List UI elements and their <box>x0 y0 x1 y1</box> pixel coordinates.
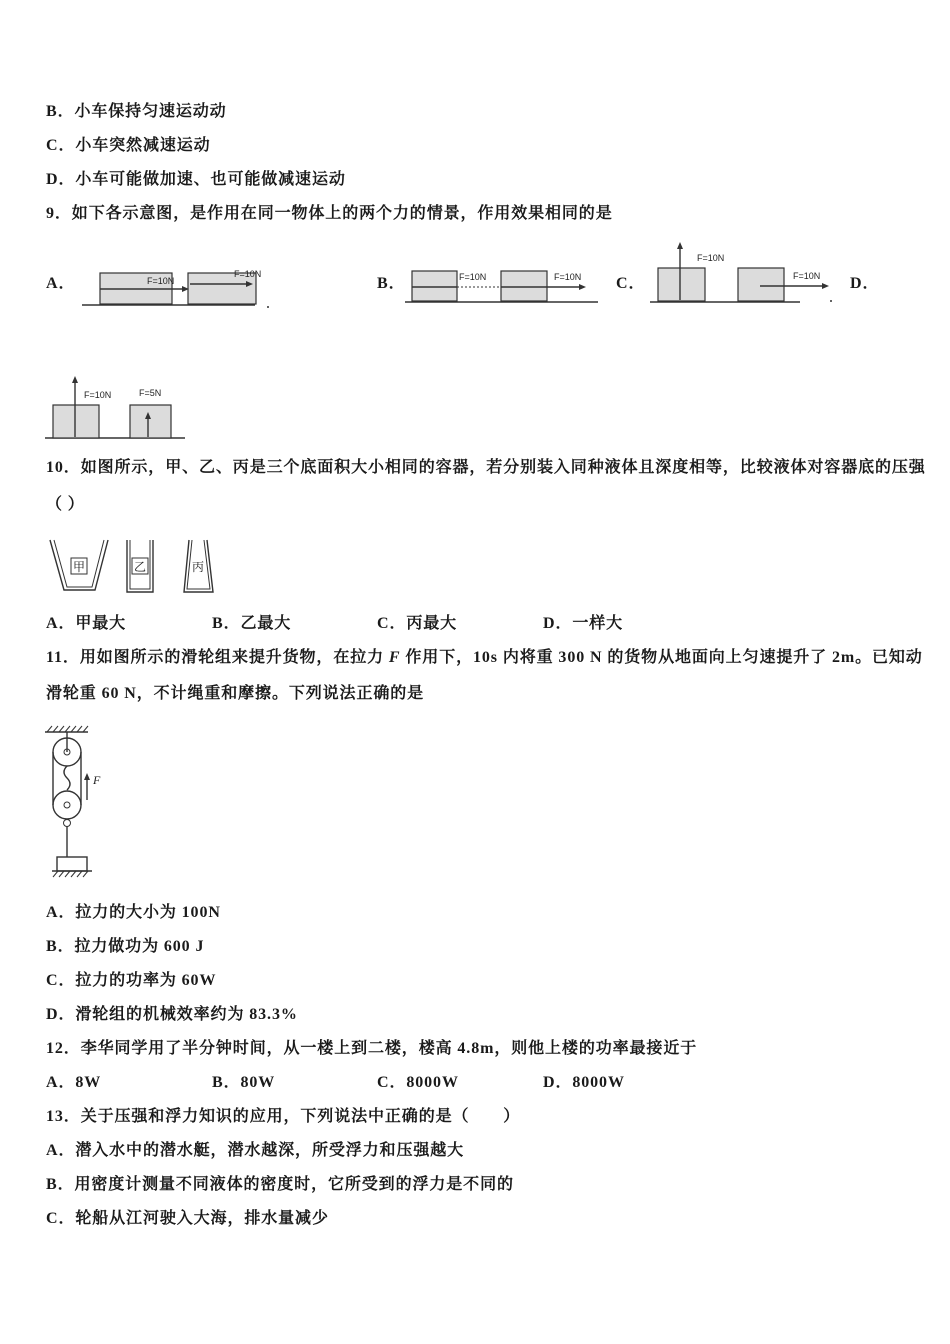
ground-hatch <box>53 871 88 877</box>
q9-option-c-label: C． <box>616 275 646 292</box>
q13-option-b: B．用密度计测量不同液体的密度时，它所受到的浮力是不同的 <box>46 1176 514 1193</box>
q12-option-c: C．8000W <box>377 1074 459 1091</box>
rope-hook <box>64 766 70 790</box>
q9-figure-a <box>80 262 275 312</box>
q10-option-b: B．乙最大 <box>212 615 292 632</box>
q9-option-a-label: A． <box>46 275 76 292</box>
load-block <box>57 857 87 871</box>
q11-stem-line1 <box>46 648 923 668</box>
q12-option-b: B．80W <box>212 1074 276 1091</box>
block-1 <box>658 268 705 301</box>
dot-mark <box>830 300 832 302</box>
force-label-2: F=10N <box>793 271 821 281</box>
q11-option-b: B．拉力做功为 600 J <box>46 938 205 955</box>
block-2 <box>501 271 547 301</box>
block-2 <box>738 268 784 301</box>
q11-stem-variable: F <box>388 649 401 666</box>
q12-option-d: D．8000W <box>543 1074 625 1091</box>
block-2 <box>130 405 171 438</box>
container-bing-label: 丙 <box>191 560 205 574</box>
q11-option-d: D．滑轮组的机械效率约为 83.3% <box>46 1006 298 1023</box>
q11-pulley-figure <box>40 722 115 882</box>
pull-force-arrowhead <box>84 773 90 780</box>
force-label-1: F=10N <box>459 272 487 282</box>
container-jia <box>50 540 108 590</box>
container-jia-label: 甲 <box>72 560 86 574</box>
q13-option-a: A．潜入水中的潜水艇，潜水越深，所受浮力和压强越大 <box>46 1142 465 1159</box>
q9-option-d-label: D． <box>850 275 880 292</box>
q11-option-a: A．拉力的大小为 100N <box>46 904 221 921</box>
q12-option-a: A．8W <box>46 1074 102 1091</box>
q9-figure-b <box>400 262 605 308</box>
q9-figure-c <box>645 236 835 306</box>
arrowhead-1 <box>72 376 78 383</box>
q13-option-c: C．轮船从江河驶入大海，排水量减少 <box>46 1210 329 1227</box>
q10-option-c: C．丙最大 <box>377 615 458 632</box>
q8-option-b: B．小车保持匀速运动动 <box>46 103 227 120</box>
force-label-1: F=10N <box>697 253 725 263</box>
movable-pulley-hub <box>64 802 70 808</box>
arrowhead-1 <box>677 242 683 249</box>
q12-stem: 12．李华同学用了半分钟时间，从一楼上到二楼，楼高 4.8m，则他上楼的功率最接近于 <box>46 1040 698 1057</box>
q10-stem-line2: （ ） <box>46 496 85 513</box>
force-label-2: F=5N <box>139 388 162 398</box>
q9-figure-d <box>40 370 190 444</box>
q10-option-a: A．甲最大 <box>46 615 127 632</box>
container-yi-label: 乙 <box>133 560 147 574</box>
force-label-1: F=10N <box>84 390 112 400</box>
dot-mark <box>267 306 269 308</box>
force-label-1: F=10N <box>147 276 175 286</box>
q9-stem: 9．如下各示意图，是作用在同一物体上的两个力的情景，作用效果相同的是 <box>46 205 613 222</box>
arrowhead-2 <box>822 283 829 289</box>
q8-option-d: D．小车可能做加速、也可能做减速运动 <box>46 171 346 188</box>
load-hook <box>64 820 71 827</box>
q11-stem-line2: 滑轮重 60 N，不计绳重和摩擦。下列说法正确的是 <box>46 685 425 702</box>
block-1 <box>412 271 457 301</box>
q11-stem-part2: 作用下，10s 内将重 300 N 的货物从地面向上匀速提升了 2m。已知动 <box>400 649 923 666</box>
ceiling-hatch <box>47 726 88 732</box>
movable-pulley <box>53 791 81 819</box>
container-bing <box>184 540 213 592</box>
q9-option-b-label: B． <box>377 275 406 292</box>
force-label-2: F=10N <box>234 269 262 279</box>
arrowhead <box>579 284 586 290</box>
pull-force-label: F <box>93 773 101 787</box>
force-label-2: F=10N <box>554 272 582 282</box>
q11-stem-part1: 11．用如图所示的滑轮组来提升货物，在拉力 <box>46 649 389 666</box>
q8-option-c: C．小车突然减速运动 <box>46 137 211 154</box>
q10-stem-line1: 10．如图所示，甲、乙、丙是三个底面积大小相同的容器，若分别装入同种液体且深度相等，比较液体对容器底的压强 <box>46 459 926 476</box>
container-yi <box>127 540 153 592</box>
block-1 <box>53 405 99 438</box>
q10-option-d: D．一样大 <box>543 615 624 632</box>
q11-option-c: C．拉力的功率为 60W <box>46 972 217 989</box>
q13-stem: 13．关于压强和浮力知识的应用，下列说法中正确的是（ ） <box>46 1108 521 1125</box>
q10-containers-figure <box>45 535 220 598</box>
